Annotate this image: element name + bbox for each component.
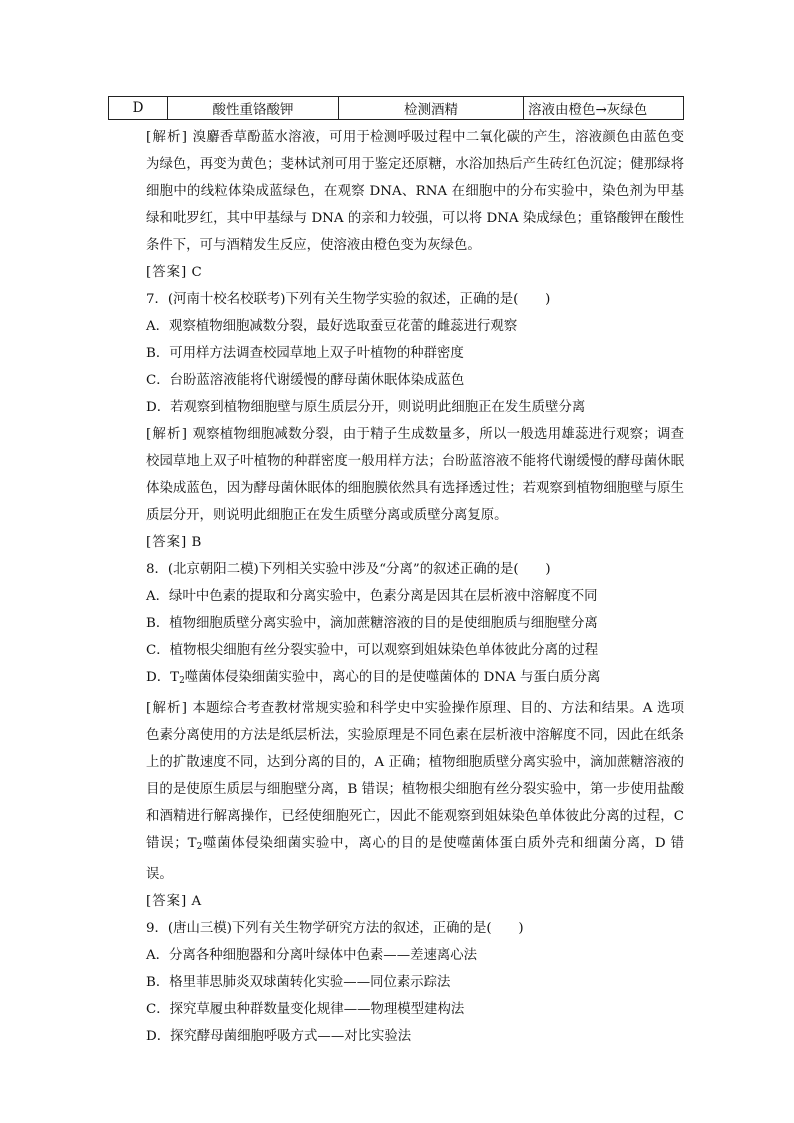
q9-option-b: B．格里菲思肺炎双球菌转化实验——同位素示踪法 xyxy=(146,975,451,990)
table-row xyxy=(109,97,684,120)
q7-option-d: D．若观察到植物细胞壁与原生质层分开，则说明此细胞正在发生质壁分离 xyxy=(146,400,586,415)
analysis-label: [解析] xyxy=(146,130,189,145)
answer-value: A xyxy=(191,894,202,909)
q6-analysis xyxy=(146,124,684,259)
option-d-pre: D．T xyxy=(146,670,180,685)
q8-option-c: C．植物根尖细胞有丝分裂实验中，可以观察到姐妹染色单体彼此分离的过程 xyxy=(146,643,599,658)
options-table xyxy=(108,96,684,120)
q8-option-d xyxy=(146,664,684,695)
table-cell-option: D xyxy=(109,97,168,120)
q7-option-a: A．观察植物细胞减数分裂，最好选取蚕豆花蕾的雌蕊进行观察 xyxy=(146,319,518,334)
q7-answer xyxy=(146,529,684,556)
answer-label: [答案] xyxy=(146,535,188,550)
q7-stem: 7．(河南十校名校联考)下列有关生物学实验的叙述，正确的是( ) xyxy=(146,292,551,307)
answer-value: B xyxy=(191,535,202,550)
q8-analysis xyxy=(146,695,684,888)
q8-answer xyxy=(146,888,684,915)
option-d-subscript: 2 xyxy=(179,676,185,686)
q7-analysis xyxy=(146,421,684,529)
document-content xyxy=(146,124,684,1050)
analysis-text: 观察植物细胞减数分裂，由于精子生成数量多，所以一般选用雄蕊进行观察；调查校园草地上双子叶植物的种群密度一般用样方法；台盼蓝溶液不能将代谢缓慢的酵母菌休眠体染成蓝色，因为酵母菌休眠体的细胞膜依然具有选择透过性；若观察到植物细胞壁与原生质层分开，则说明此细胞正在发生质壁分离或质壁分离复原。 xyxy=(146,427,685,523)
answer-label: [答案] xyxy=(146,265,188,280)
analysis-text: 溴麝香草酚蓝水溶液，可用于检测呼吸过程中二氧化碳的产生，溶液颜色由蓝色变为绿色，再变为黄色；斐林试剂可用于鉴定还原糖，水浴加热后产生砖红色沉淀；健那绿将细胞中的线粒体染成蓝绿色，在观察 DNA、RNA 在细胞中的分布实验中，染色剂为甲基绿和吡罗红，其中甲基绿与 DNA 的亲和力较强，可以将 DNA 染成绿色；重铬酸钾在酸性条件下，可与酒精发生反应，使溶液由橙色变为灰绿色。 xyxy=(146,130,685,253)
analysis-text-post: 噬菌体侵染细菌实验中，离心的目的是使噬菌体蛋白质外壳和细菌分离，D 错误。 xyxy=(146,836,684,882)
q6-answer xyxy=(146,259,684,286)
table-cell-purpose: 检测酒精 xyxy=(339,97,524,120)
analysis-label: [解析] xyxy=(146,701,188,716)
q7-option-b: B．可用样方法调查校园草地上双子叶植物的种群密度 xyxy=(146,346,464,361)
analysis-text-pre: 本题综合考查教材常规实验和科学史中实验操作原理、目的、方法和结果。A 选项色素分离使用的方法是纸层析法，实验原理是不同色素在层析液中溶解度不同，因此在纸条上的扩散速度不同，达到分离的目的，A 正确；植物细胞质壁分离实验中，滴加蔗糖溶液的目的是使原生质层与细胞壁分离，B 错误；植物根尖细胞有丝分裂实验中，第一步使用盐酸和酒精进行解离操作，已经使细胞死亡，因此不能观察到姐妹染色单体彼此分离的过程，C 错误；T xyxy=(146,701,684,851)
q9-option-c: C．探究草履虫种群数量变化规律——物理模型建构法 xyxy=(146,1002,465,1017)
table-cell-result: 溶液由橙色→灰绿色 xyxy=(524,97,684,120)
answer-value: C xyxy=(191,265,202,280)
analysis-subscript: 2 xyxy=(196,842,203,852)
q9-option-a: A．分离各种细胞器和分离叶绿体中色素——差速离心法 xyxy=(146,948,478,963)
q8-option-a: A．绿叶中色素的提取和分离实验中，色素分离是因其在层析液中溶解度不同 xyxy=(146,589,598,604)
q7-option-c: C．台盼蓝溶液能将代谢缓慢的酵母菌休眠体染成蓝色 xyxy=(146,373,465,388)
q8-stem: 8．(北京朝阳二模)下列相关实验中涉及“分离”的叙述正确的是( ) xyxy=(146,562,551,577)
table-cell-reagent: 酸性重铬酸钾 xyxy=(168,97,339,120)
q8-option-b: B．植物细胞质壁分离实验中，滴加蔗糖溶液的目的是使细胞质与细胞壁分离 xyxy=(146,616,598,631)
q9-stem: 9．(唐山三模)下列有关生物学研究方法的叙述，正确的是( ) xyxy=(146,921,524,936)
option-d-post: 噬菌体侵染细菌实验中，离心的目的是使噬菌体的 DNA 与蛋白质分离 xyxy=(184,670,601,685)
q9-option-d: D．探究酵母菌细胞呼吸方式——对比实验法 xyxy=(146,1029,412,1044)
answer-label: [答案] xyxy=(146,894,188,909)
analysis-label: [解析] xyxy=(146,427,189,442)
